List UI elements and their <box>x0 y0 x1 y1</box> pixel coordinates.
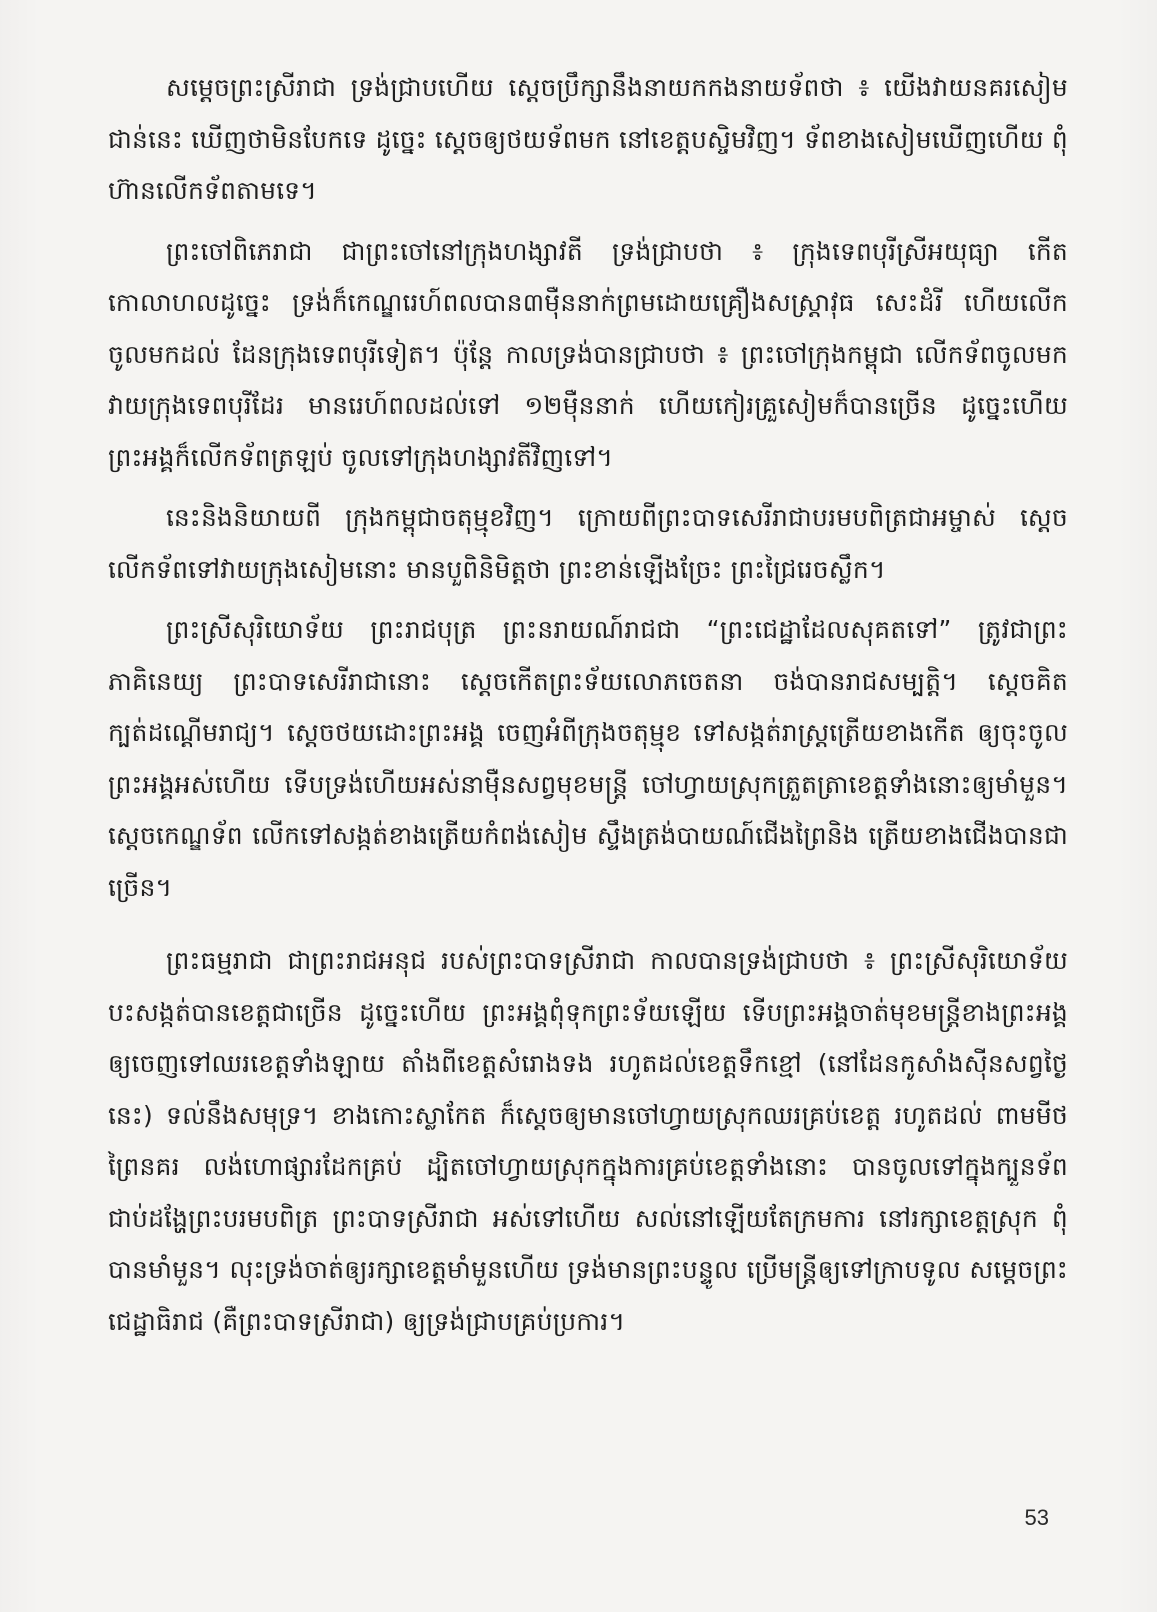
paragraph-3: នេះនិងនិយាយពី ក្រុងកម្ពុជាចតុម្មុខវិញ។ ក្រោយពីព្រះបាទសេរីរាជាបរមបពិត្រជាអម្ចាស់ ស្តេចលើកទ័ពទៅវាយក្រុងសៀមនោះ មានបួពិនិមិត្តថា ព្រះខាន់ឡើងច្រែះ ព្រះជ្រៃរេចស្លឹក។ <box>108 503 1068 584</box>
body-text <box>108 62 1068 1356</box>
paragraph-2: ព្រះចៅពិភេរាជា ជាព្រះចៅនៅក្រុងហង្សាវតី ទ្រង់ជ្រាបថា ៖ ក្រុងទេពបុរីស្រីអយុធ្យា កើតកោលាហលដូច្នេះ ទ្រង់ក៏កេណ្ឌរេហ៍ពលបាន៣ម៉ឺននាក់ព្រមដោយគ្រឿងសស្ត្រាវុធ សេះដំរី ហើយលើកចូលមកដល់ ដែនក្រុងទេពបុរីទៀត។ ប៉ុន្តែ កាលទ្រង់បានជ្រាបថា ៖ ព្រះចៅក្រុងកម្ពុជា លើកទ័ពចូលមកវាយក្រុងទេពបុរីដែរ មានរេហ៍ពលដល់ទៅ ១២ម៉ឺននាក់ ហើយកៀរគ្រួសៀមក៏បានច្រើន ដូច្នេះហើយព្រះអង្គក៏លើកទ័ពត្រឡប់ ចូលទៅក្រុងហង្សាវតីវិញទៅ។ <box>108 236 1068 472</box>
paragraph-1: សម្តេចព្រះស្រីរាជា ទ្រង់ជ្រាបហើយ ស្តេចប្រឹក្សានឹងនាយកកងនាយទ័ពថា ៖ យើងវាយនគរសៀមជាន់នេះ ឃើញថាមិនបែកទេ ដូច្នេះ ស្តេចឲ្យថយទ័ពមក នៅខេត្តបស្ចិមវិញ។ ទ័ពខាងសៀមឃើញហើយ ពុំហ៊ានលើកទ័ពតាមទេ។ <box>108 73 1068 205</box>
paragraph-4: ព្រះស្រីសុរិយោទ័យ ព្រះរាជបុត្រ ព្រះនរាយណ៍រាជជា “ព្រះជេដ្ឋាដែលសុគតទៅ” ត្រូវជាព្រះភាគិនេយ្យ ព្រះបាទសេរីរាជានោះ ស្តេចកើតព្រះទ័យលោភចេតនា ចង់បានរាជសម្បត្តិ។ ស្តេចគិតក្បត់ដណ្តើមរាជ្យ។ ស្តេចថយដោះព្រះអង្គ ចេញអំពីក្រុងចតុម្មុខ ទៅសង្កត់រាស្ត្រត្រើយខាងកើត ឲ្យចុះចូលព្រះអង្គអស់ហើយ ទើបទ្រង់ហើយអស់នាម៉ឺនសព្វមុខមន្ត្រី ចៅហ្វាយស្រុកត្រួតត្រាខេត្តទាំងនោះឲ្យមាំមួន។ ស្តេចកេណ្ឌទ័ព លើកទៅសង្កត់ខាងត្រើយកំពង់សៀម ស្ទឹងត្រង់បាយណ៍ជើងព្រៃនិង ត្រើយខាងជើងបានជាច្រើន។ <box>108 615 1068 902</box>
page-number: 53 <box>1024 1505 1049 1530</box>
paragraph-5: ព្រះធម្មរាជា ជាព្រះរាជអនុជ របស់ព្រះបាទស្រីរាជា កាលបានទ្រង់ជ្រាបថា ៖ ព្រះស្រីសុរិយោទ័យ បះសង្កត់បានខេត្តជាច្រើន ដូច្នេះហើយ ព្រះអង្គពុំទុកព្រះទ័យឡើយ ទើបព្រះអង្គចាត់មុខមន្ត្រីខាងព្រះអង្គ ឲ្យចេញទៅឈរខេត្តទាំងឡាយ តាំងពីខេត្តសំរោងទង រហូតដល់ខេត្តទឹកខ្មៅ (នៅដែនកូសាំងស៊ីនសព្វថ្ងៃនេះ) ទល់នឹងសមុទ្រ។ ខាងកោះស្លាកែត ក៏ស្តេចឲ្យមានចៅហ្វាយស្រុកឈរគ្រប់ខេត្ត រហូតដល់ ពាមមីថ ព្រៃនគរ លង់ហោផ្សារដែកគ្រប់ ដ្បិតចៅហ្វាយស្រុកក្នុងការគ្រប់ខេត្តទាំងនោះ បានចូលទៅក្នុងក្បួនទ័ព ជាប់ដង្ហែព្រះបរមបពិត្រ ព្រះបាទស្រីរាជា អស់ទៅហើយ សល់នៅឡើយតែក្រមការ នៅរក្សាខេត្តស្រុក ពុំបានមាំមួន។ លុះទ្រង់ចាត់ឲ្យរក្សាខេត្តមាំមួនហើយ ទ្រង់មានព្រះបន្ទូល ប្រើមន្ត្រីឲ្យទៅក្រាបទូល សម្តេចព្រះជេដ្ឋាធិរាជ (គឺព្រះបាទស្រីរាជា) ឲ្យទ្រង់ជ្រាបគ្រប់ប្រការ។ <box>108 946 1068 1336</box>
